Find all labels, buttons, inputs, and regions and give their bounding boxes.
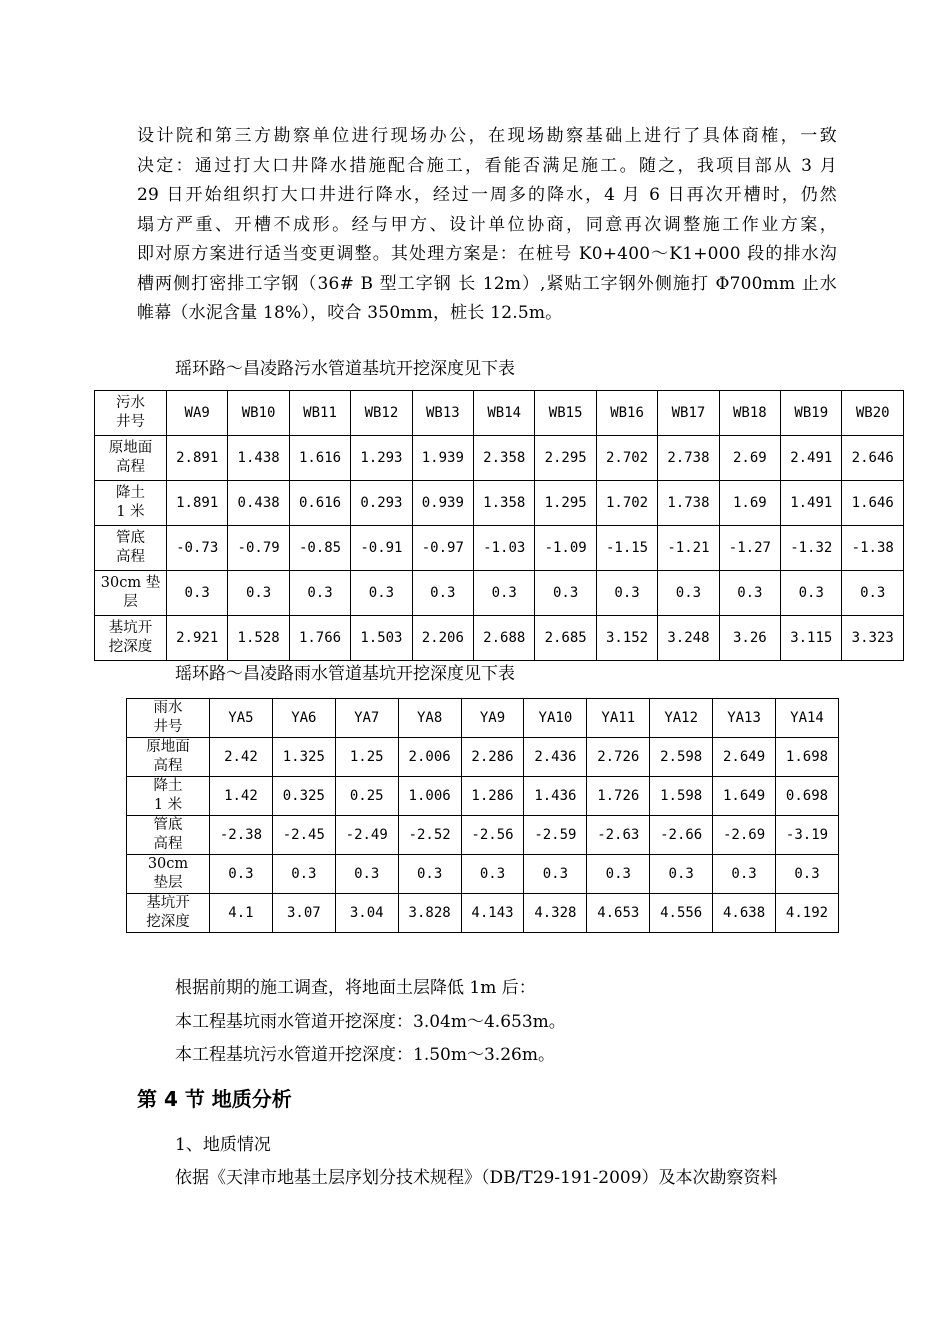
table-cell: 2.006 [398, 738, 461, 777]
table-cell: 0.25 [335, 777, 398, 816]
row-header-text: 垫层 [153, 875, 183, 891]
rain-depth-table [126, 698, 839, 933]
table-cell: WB15 [535, 391, 596, 436]
row-header-text: 井号 [153, 719, 183, 735]
row-header [127, 816, 210, 855]
table-cell: -0.73 [167, 526, 228, 571]
intro-line: 塌方严重、开槽不成形。经与甲方、设计单位协商，同意再次调整施工作业方案， [137, 214, 837, 235]
row-header [95, 571, 167, 616]
row-header-text: 1 米 [153, 797, 183, 813]
table-cell: 0.3 [650, 855, 713, 894]
table-cell: 1.598 [650, 777, 713, 816]
table-cell: -1.03 [474, 526, 535, 571]
table-cell: 0.3 [658, 571, 719, 616]
table-cell: 2.42 [210, 738, 273, 777]
table-cell: YA11 [587, 699, 650, 738]
intro-line: 29 日开始组织打大口井进行降水，经过一周多的降水，4 月 6 日再次开槽时，仍然 [137, 185, 837, 205]
table-cell: 1.702 [596, 481, 657, 526]
table-cell: 3.248 [658, 616, 719, 661]
table-cell: 1.293 [351, 436, 412, 481]
table-row [95, 571, 904, 616]
table-row [95, 481, 904, 526]
row-header [127, 855, 210, 894]
table-cell: 1.006 [398, 777, 461, 816]
row-header-text: 挖深度 [108, 639, 153, 655]
table-cell: WB19 [781, 391, 842, 436]
table-cell: 0.698 [776, 777, 839, 816]
table-cell: WB11 [289, 391, 350, 436]
row-header-text: 污水 [116, 395, 145, 411]
table-cell: 0.3 [474, 571, 535, 616]
table-cell: 0.325 [272, 777, 335, 816]
table-row [127, 816, 839, 855]
row-header-text: 30cm [147, 856, 189, 872]
table-cell: -1.09 [535, 526, 596, 571]
table-cell: 1.503 [351, 616, 412, 661]
table-cell: 1.286 [461, 777, 524, 816]
table-cell: -0.85 [289, 526, 350, 571]
rain-table-caption: 瑶环路～昌凌路雨水管道基坑开挖深度见下表 [175, 664, 515, 684]
table-cell: 0.3 [587, 855, 650, 894]
table-cell: 1.295 [535, 481, 596, 526]
table-cell: -2.66 [650, 816, 713, 855]
table-cell: 2.286 [461, 738, 524, 777]
table-cell: -1.32 [781, 526, 842, 571]
table-cell: 2.921 [167, 616, 228, 661]
table-cell: YA14 [776, 699, 839, 738]
row-header-text: 层 [123, 594, 138, 610]
table-cell: 2.726 [587, 738, 650, 777]
table-cell: -2.63 [587, 816, 650, 855]
table-row [127, 738, 839, 777]
table-cell: 3.828 [398, 894, 461, 933]
table-cell: 0.3 [781, 571, 842, 616]
row-header [95, 391, 167, 436]
table-cell: 2.491 [781, 436, 842, 481]
table-cell: YA13 [713, 699, 776, 738]
row-header [95, 616, 167, 661]
table-cell: 2.738 [658, 436, 719, 481]
table-cell: 0.3 [167, 571, 228, 616]
table-cell: 0.3 [713, 855, 776, 894]
table-cell: -0.79 [228, 526, 289, 571]
table-cell: 0.3 [289, 571, 350, 616]
table-cell: -1.15 [596, 526, 657, 571]
row-header-text: 雨水 [153, 700, 183, 716]
table-cell: 3.04 [335, 894, 398, 933]
summary-line: 本工程基坑污水管道开挖深度：1.50m～3.26m。 [175, 1045, 555, 1065]
table-cell: WB20 [842, 391, 904, 436]
table-cell: 2.436 [524, 738, 587, 777]
table-cell: 2.688 [474, 616, 535, 661]
intro-line: 决定：通过打大口井降水措施配合施工，看能否满足施工。随之，我项目部从 3 月 [137, 155, 837, 176]
table-cell: 2.358 [474, 436, 535, 481]
table-cell: YA5 [210, 699, 273, 738]
row-header [95, 526, 167, 571]
intro-line: 设计院和第三方勘察单位进行现场办公，在现场勘察基础上进行了具体商榷，一致 [137, 126, 837, 146]
table-cell: -0.97 [412, 526, 473, 571]
table-cell: 0.3 [719, 571, 780, 616]
table-cell: 2.702 [596, 436, 657, 481]
table-cell: 4.143 [461, 894, 524, 933]
table-cell: YA9 [461, 699, 524, 738]
table-cell: 3.26 [719, 616, 780, 661]
table-row [127, 855, 839, 894]
table-cell: 3.323 [842, 616, 904, 661]
table-cell: YA7 [335, 699, 398, 738]
table-row [127, 894, 839, 933]
table-cell: -2.59 [524, 816, 587, 855]
intro-line: 即对原方案进行适当变更调整。其处理方案是：在桩号 K0+400～K1+000 段的排水沟 [137, 244, 837, 264]
table-cell: 2.206 [412, 616, 473, 661]
row-header-text: 降土 [153, 778, 183, 794]
table-cell: 2.598 [650, 738, 713, 777]
table-cell: -1.21 [658, 526, 719, 571]
table-cell: 1.436 [524, 777, 587, 816]
table-cell: 0.3 [842, 571, 904, 616]
table-cell: 4.638 [713, 894, 776, 933]
table-cell: -0.91 [351, 526, 412, 571]
table-cell: 1.325 [272, 738, 335, 777]
row-header [127, 738, 210, 777]
table-cell: 0.438 [228, 481, 289, 526]
table-cell: YA12 [650, 699, 713, 738]
row-header-text: 挖深度 [146, 914, 190, 930]
table-cell: 2.295 [535, 436, 596, 481]
sewage-table-caption: 瑶环路～昌凌路污水管道基坑开挖深度见下表 [175, 359, 515, 379]
table-cell: WB12 [351, 391, 412, 436]
row-header-text: 原地面 [108, 440, 153, 456]
table-cell: -1.27 [719, 526, 780, 571]
table-cell: WB16 [596, 391, 657, 436]
row-header-text: 基坑开 [146, 895, 190, 911]
table-cell: WB10 [228, 391, 289, 436]
row-header-text: 原地面 [146, 739, 190, 755]
table-cell: 3.115 [781, 616, 842, 661]
table-cell: 2.69 [719, 436, 780, 481]
table-cell: 1.766 [289, 616, 350, 661]
sewage-depth-table [94, 390, 904, 661]
row-header-text: 基坑开 [108, 620, 153, 636]
table-cell: 0.3 [228, 571, 289, 616]
row-header-text: 管底 [116, 530, 145, 546]
table-cell: 1.698 [776, 738, 839, 777]
table-cell: 1.939 [412, 436, 473, 481]
table-cell: 0.3 [351, 571, 412, 616]
row-header [127, 699, 210, 738]
table-cell: -2.56 [461, 816, 524, 855]
table-cell: WB13 [412, 391, 473, 436]
row-header-text: 降土 [116, 485, 145, 501]
section-heading: 第 4 节 地质分析 [137, 1087, 292, 1111]
table-cell: 0.3 [272, 855, 335, 894]
table-row [95, 526, 904, 571]
table-row [127, 699, 839, 738]
section-subheading: 1、地质情况 [175, 1135, 271, 1155]
table-cell: WB17 [658, 391, 719, 436]
table-cell: -2.38 [210, 816, 273, 855]
table-cell: 4.1 [210, 894, 273, 933]
table-cell: -2.49 [335, 816, 398, 855]
row-header [95, 436, 167, 481]
table-cell: 1.42 [210, 777, 273, 816]
table-cell: 0.3 [535, 571, 596, 616]
table-cell: 0.3 [398, 855, 461, 894]
table-cell: 0.3 [524, 855, 587, 894]
table-cell: 0.3 [776, 855, 839, 894]
table-cell: 1.891 [167, 481, 228, 526]
summary-line: 根据前期的施工调查，将地面土层降低 1m 后： [175, 978, 536, 998]
table-cell: 3.152 [596, 616, 657, 661]
table-cell: -1.38 [842, 526, 904, 571]
table-cell: 4.328 [524, 894, 587, 933]
table-cell: 1.726 [587, 777, 650, 816]
row-header-text: 高程 [153, 836, 183, 852]
table-cell: 1.738 [658, 481, 719, 526]
table-cell: WA9 [167, 391, 228, 436]
table-cell: 0.939 [412, 481, 473, 526]
row-header [95, 481, 167, 526]
table-cell: -3.19 [776, 816, 839, 855]
table-cell: YA6 [272, 699, 335, 738]
row-header [127, 894, 210, 933]
table-cell: 3.07 [272, 894, 335, 933]
table-cell: 0.3 [461, 855, 524, 894]
table-cell: YA8 [398, 699, 461, 738]
table-row [127, 777, 839, 816]
table-cell: 0.3 [335, 855, 398, 894]
table-cell: 1.528 [228, 616, 289, 661]
intro-paragraph [137, 122, 837, 329]
table-row [95, 391, 904, 436]
table-cell: 1.616 [289, 436, 350, 481]
row-header-text: 1 米 [116, 504, 145, 520]
table-row [95, 436, 904, 481]
table-cell: 0.3 [412, 571, 473, 616]
intro-line: 帷幕（水泥含量 18%），咬合 350mm，桩长 12.5m。 [137, 303, 563, 323]
row-header-text: 管底 [153, 817, 183, 833]
table-cell: 2.649 [713, 738, 776, 777]
intro-line: 槽两侧打密排工字钢（36# B 型工字钢 长 12m）,紧贴工字钢外侧施打 Φ700mm 止水 [137, 273, 837, 294]
row-header-text: 30cm 垫 [100, 575, 161, 591]
table-cell: 4.556 [650, 894, 713, 933]
table-cell: 1.25 [335, 738, 398, 777]
row-header-text: 高程 [116, 549, 145, 565]
table-cell: 1.491 [781, 481, 842, 526]
table-cell: -2.52 [398, 816, 461, 855]
row-header [127, 777, 210, 816]
table-cell: 1.649 [713, 777, 776, 816]
table-cell: 0.616 [289, 481, 350, 526]
table-cell: 2.646 [842, 436, 904, 481]
table-cell: 4.192 [776, 894, 839, 933]
table-cell: 1.438 [228, 436, 289, 481]
row-header-text: 高程 [153, 758, 183, 774]
table-cell: 0.3 [210, 855, 273, 894]
table-row [95, 616, 904, 661]
summary-line: 本工程基坑雨水管道开挖深度：3.04m～4.653m。 [175, 1012, 566, 1032]
section-body-line: 依据《天津市地基土层序划分技术规程》（DB/T29-191-2009）及本次勘察资料 [175, 1168, 778, 1188]
table-cell: 2.685 [535, 616, 596, 661]
row-header-text: 井号 [116, 414, 145, 430]
table-cell: -2.69 [713, 816, 776, 855]
table-cell: WB14 [474, 391, 535, 436]
table-cell: YA10 [524, 699, 587, 738]
table-cell: 1.358 [474, 481, 535, 526]
table-cell: -2.45 [272, 816, 335, 855]
table-cell: WB18 [719, 391, 780, 436]
table-cell: 0.293 [351, 481, 412, 526]
table-cell: 4.653 [587, 894, 650, 933]
table-cell: 1.69 [719, 481, 780, 526]
table-cell: 0.3 [596, 571, 657, 616]
table-cell: 1.646 [842, 481, 904, 526]
table-cell: 2.891 [167, 436, 228, 481]
row-header-text: 高程 [116, 459, 145, 475]
